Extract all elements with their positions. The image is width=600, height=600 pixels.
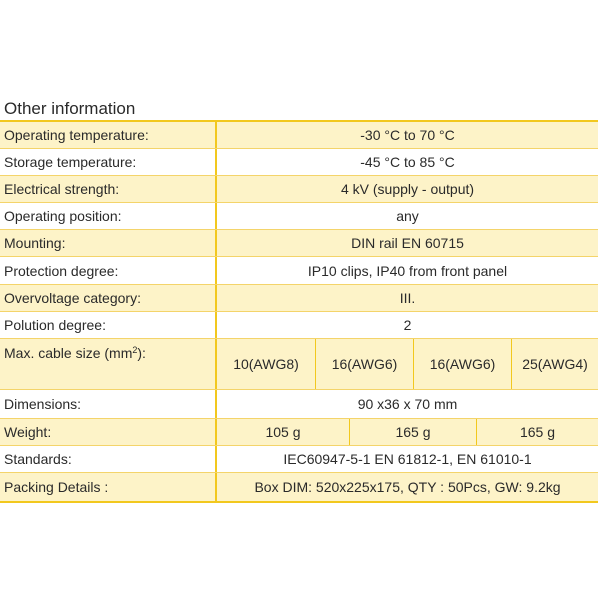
cable-size-cell: 16(AWG6) xyxy=(315,339,413,389)
table-row-weight xyxy=(0,419,598,446)
spec-table xyxy=(0,120,598,503)
row-value: 90 x36 x 70 mm xyxy=(357,396,458,412)
row-value: DIN rail EN 60715 xyxy=(351,235,464,251)
table-row-cable-size xyxy=(0,339,598,390)
weight-cell: 105 g xyxy=(265,424,301,440)
weight-cell: 165 g xyxy=(476,419,598,445)
row-label: Polution degree: xyxy=(4,317,106,333)
row-value: 4 kV (supply - output) xyxy=(340,181,475,197)
row-value: Box DIM: 520x225x175, QTY : 50Pcs, GW: 9.2kg xyxy=(254,479,561,495)
row-label: Weight: xyxy=(4,424,52,440)
row-value: IEC60947-5-1 EN 61812-1, EN 61010-1 xyxy=(283,451,532,467)
row-label: Mounting: xyxy=(4,235,66,251)
table-row xyxy=(0,312,598,339)
cable-size-cell: 25(AWG4) xyxy=(511,339,598,389)
row-value: 2 xyxy=(403,317,412,333)
row-label: Operating temperature: xyxy=(4,127,149,143)
table-row xyxy=(0,230,598,257)
table-row xyxy=(0,473,598,503)
cable-size-cell: 16(AWG6) xyxy=(413,339,511,389)
row-value: any xyxy=(396,208,419,224)
row-label: Overvoltage category: xyxy=(4,290,141,306)
table-row xyxy=(0,203,598,230)
row-label: Packing Details : xyxy=(4,479,109,495)
row-value: -30 °C to 70 °C xyxy=(360,127,455,143)
section-title: Other information xyxy=(4,99,136,118)
row-label: Operating position: xyxy=(4,208,122,224)
row-label: Dimensions: xyxy=(4,396,82,412)
table-row xyxy=(0,390,598,419)
row-label: Protection degree: xyxy=(4,262,119,279)
row-value: IP10 clips, IP40 from front panel xyxy=(307,262,508,279)
cable-label-suffix: ): xyxy=(137,345,146,361)
row-value: III. xyxy=(399,290,416,306)
row-value: -45 °C to 85 °C xyxy=(360,154,455,170)
table-row xyxy=(0,176,598,203)
row-label xyxy=(4,339,212,389)
cable-label-superscript: 2 xyxy=(132,345,138,355)
table-row xyxy=(0,122,598,149)
weight-cell: 165 g xyxy=(349,419,476,445)
weight-cells xyxy=(217,419,598,445)
row-label: Storage temperature: xyxy=(4,154,137,170)
cable-size-cells xyxy=(217,339,598,389)
cable-size-cell: 10(AWG8) xyxy=(233,356,299,372)
table-row xyxy=(0,257,598,285)
table-row xyxy=(0,149,598,176)
row-label: Electrical strength: xyxy=(4,181,120,197)
table-row xyxy=(0,285,598,312)
table-row xyxy=(0,446,598,473)
row-label: Standards: xyxy=(4,451,72,467)
cable-label-text: Max. cable size (mm xyxy=(4,345,133,361)
